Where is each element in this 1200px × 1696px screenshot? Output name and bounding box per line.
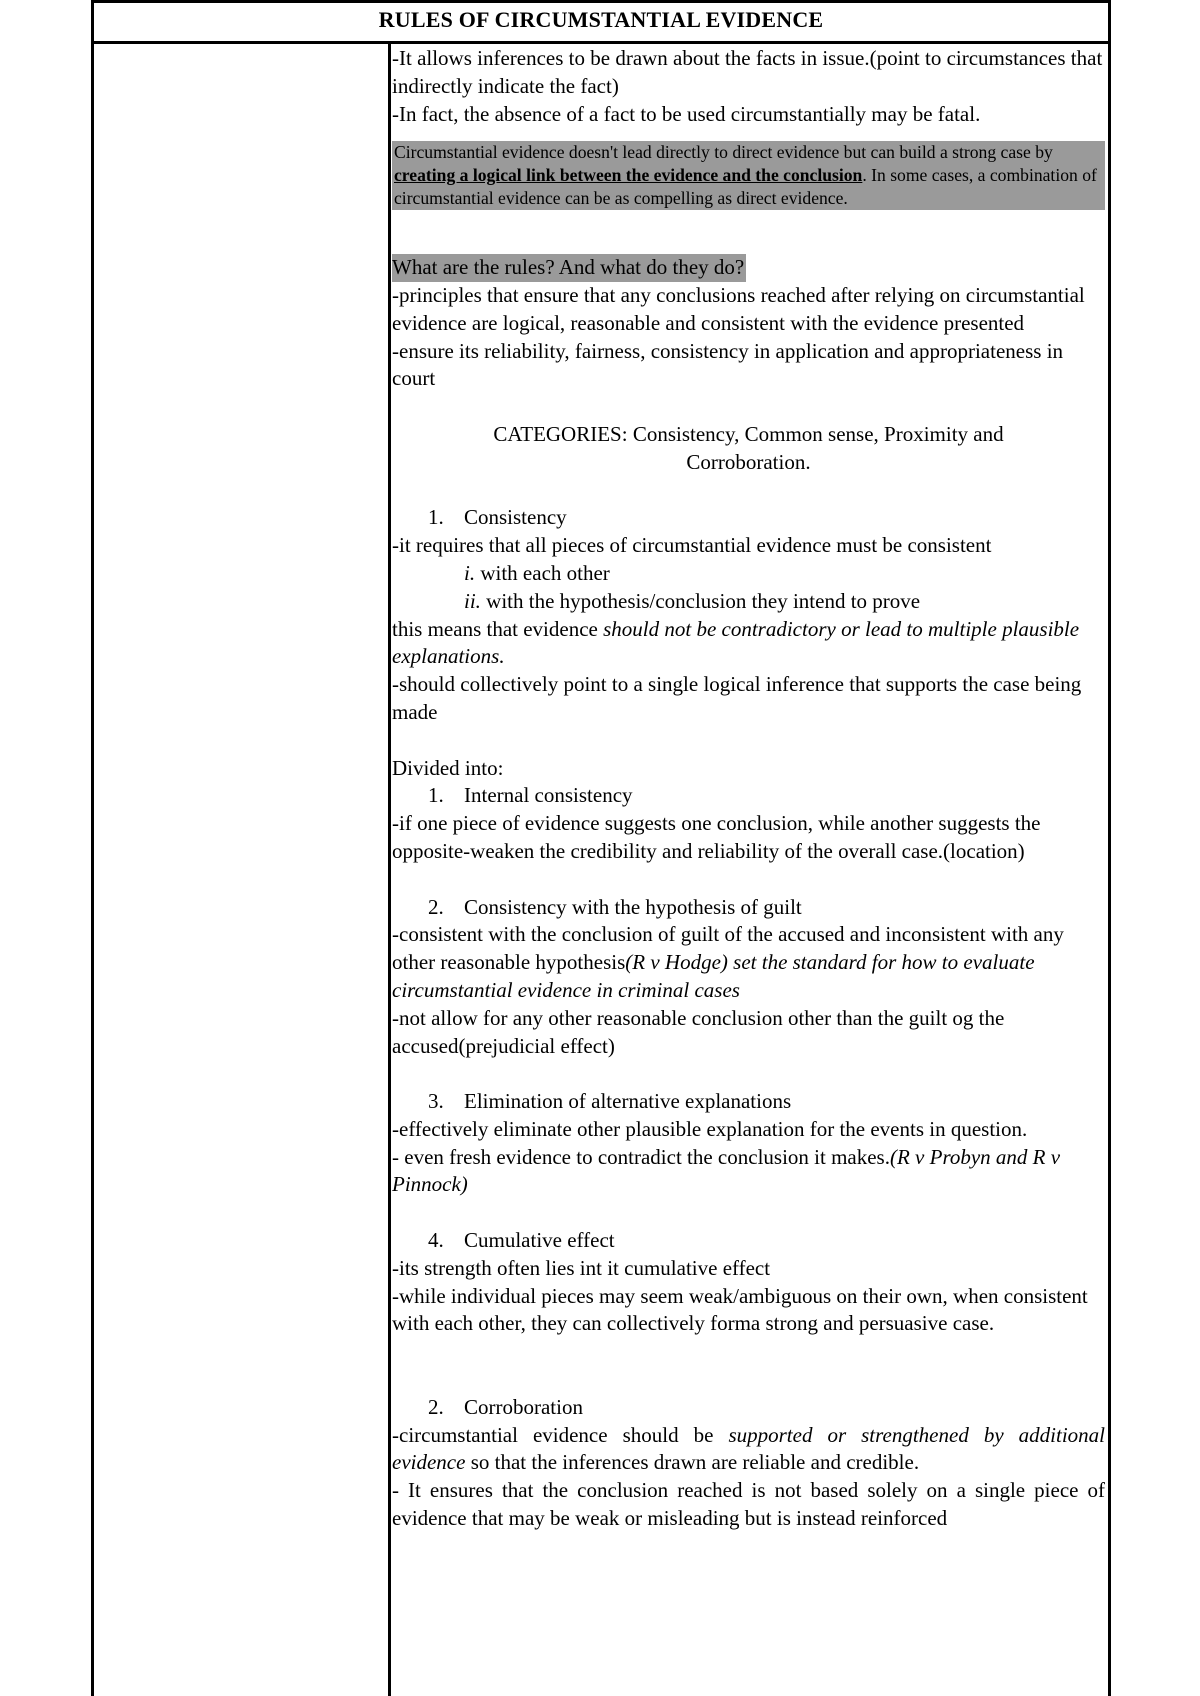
corroboration-text: - It ensures that the conclusion reached is not based solely on a single piece of evidence that may be weak or misleading but is instead reinforced bbox=[392, 1478, 1105, 1531]
rules-point: -ensure its reliability, fairness, consistency in application and appropriateness in court bbox=[392, 338, 1064, 391]
highlighted-note bbox=[392, 141, 1105, 210]
subsection-text: -if one piece of evidence suggests one conclusion, while another suggests the opposite-weaken the credibility and reliability of the overall case.(location) bbox=[392, 811, 1041, 863]
subsection-text: -its strength often lies int it cumulative effect bbox=[392, 1255, 771, 1280]
subsection-text: -effectively eliminate other plausible explanation for the events in question. bbox=[392, 1116, 1028, 1141]
consistency-means: this means that evidence should not be contradictory or lead to multiple plausible explanations. bbox=[392, 616, 1080, 669]
subsection-text: -not allow for any other reasonable conclusion other than the guilt og the accused(prejudicial effect) bbox=[392, 1005, 1005, 1058]
consistency-text: -should collectively point to a single logical inference that supports the case being made bbox=[392, 672, 1082, 724]
highlight-text: . In some cases, a combination of circumstantial evidence can be as compelling as direct evidence. bbox=[394, 165, 1097, 209]
subsection-heading-cumulative: 4. Cumulative effect bbox=[428, 1228, 615, 1253]
corroboration-text: -circumstantial evidence should be supported or strengthened by additional evidence so that the inferences drawn are reliable and credible. bbox=[392, 1422, 1105, 1475]
divided-into-label: Divided into: bbox=[392, 755, 504, 780]
column-divider bbox=[388, 44, 391, 1696]
sub-item-ii: ii. with the hypothesis/conclusion they intend to prove bbox=[464, 588, 921, 613]
subsection-heading-guilt: 2. Consistency with the hypothesis of guilt bbox=[428, 894, 802, 919]
consistency-text: -it requires that all pieces of circumstantial evidence must be consistent bbox=[392, 533, 992, 558]
rules-point: -principles that ensure that any conclusions reached after relying on circumstantial evidence are logical, reasonable and consistent with the evidence presented bbox=[392, 282, 1085, 335]
sub-item-i: i. with each other bbox=[464, 560, 610, 585]
intro-line: -In fact, the absence of a fact to be used circumstantially may be fatal. bbox=[392, 101, 981, 126]
section-heading-consistency: 1. Consistency bbox=[428, 505, 567, 530]
subsection-heading-internal: 1. Internal consistency bbox=[428, 783, 633, 808]
subsection-text: -while individual pieces may seem weak/ambiguous on their own, when consistent with each other, they can collectively forma strong and persuasive case. bbox=[392, 1283, 1088, 1336]
categories-heading: CATEGORIES: Consistency, Common sense, Proximity and Corroboration. bbox=[493, 421, 1004, 474]
section-heading-corroboration: 2. Corroboration bbox=[428, 1394, 583, 1419]
subsection-heading-elimination: 3. Elimination of alternative explanations bbox=[428, 1089, 792, 1114]
rules-question: What are the rules? And what do they do? bbox=[392, 254, 746, 282]
subsection-text: -consistent with the conclusion of guilt of the accused and inconsistent with any other reasonable hypothesis(R v Hodge) set the standard for how to evaluate circumstantial evidence in criminal cases bbox=[392, 922, 1064, 1002]
subsection-text: - even fresh evidence to contradict the conclusion it makes.(R v Probyn and R v Pinnock) bbox=[392, 1144, 1061, 1197]
intro-line: -It allows inferences to be drawn about the facts in issue.(point to circumstances that indirectly indicate the fact) bbox=[392, 46, 1103, 98]
table-title: RULES OF CIRCUMSTANTIAL EVIDENCE bbox=[91, 0, 1111, 44]
highlight-text: Circumstantial evidence doesn't lead directly to direct evidence but can build a strong case by bbox=[394, 142, 1053, 163]
highlight-bold-text: creating a logical link between the evidence and the conclusion bbox=[394, 165, 863, 186]
content-column bbox=[392, 45, 1105, 1533]
